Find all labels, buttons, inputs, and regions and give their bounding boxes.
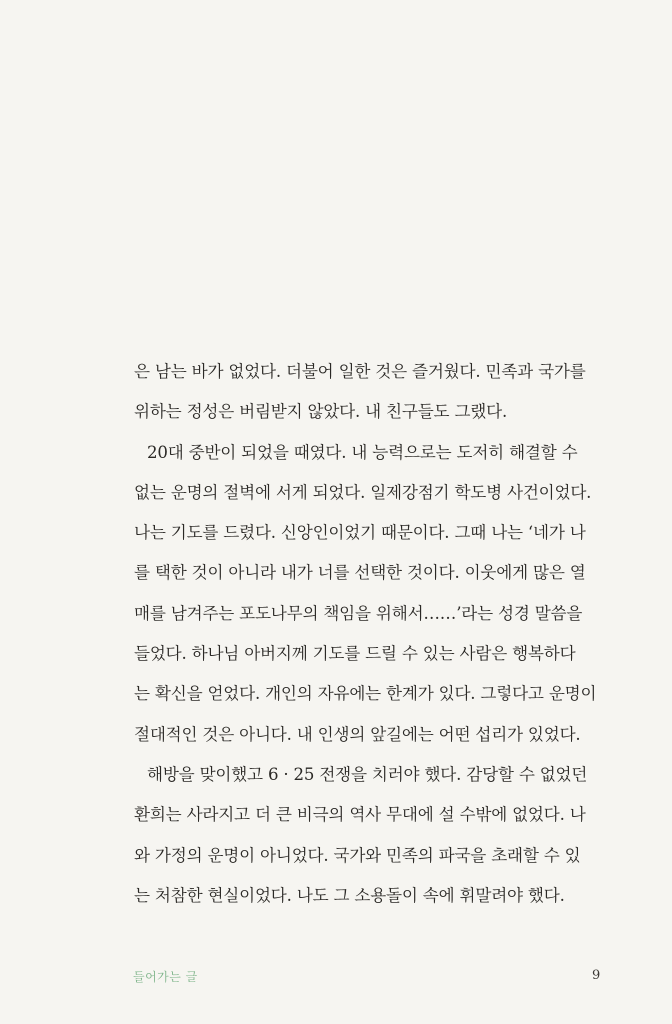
text-line: 들었다. 하나님 아버지께 기도를 드릴 수 있는 사람은 행복하다	[134, 644, 576, 664]
text-line: 나는 기도를 드렸다. 신앙인이었기 때문이다. 그때 나는 ‘네가 나	[134, 523, 586, 543]
text-line: 는 확신을 얻었다. 개인의 자유에는 한계가 있다. 그렇다고 운명이	[134, 684, 597, 704]
text-line: 절대적인 것은 아니다. 내 인생의 앞길에는 어떤 섭리가 있었다.	[134, 724, 581, 744]
text-line: 매를 남겨주는 포도나무의 책임을 위해서……’라는 성경 말씀을	[134, 603, 583, 623]
text-line: 해방을 맞이했고 6 · 25 전쟁을 치러야 했다. 감당할 수 없었던	[147, 764, 588, 784]
text-line: 20대 중반이 되었을 때였다. 내 능력으로는 도저히 해결할 수	[147, 442, 578, 462]
text-line: 위하는 정성은 버림받지 않았다. 내 친구들도 그랬다.	[134, 402, 508, 422]
running-footer-chapter: 들어가는 글	[133, 970, 198, 984]
text-line: 없는 운명의 절벽에 서게 되었다. 일제강점기 학도병 사건이었다.	[134, 482, 592, 502]
text-line: 는 처참한 현실이었다. 나도 그 소용돌이 속에 휘말려야 했다.	[134, 885, 565, 905]
page-number: 9	[592, 968, 601, 983]
text-line: 환희는 사라지고 더 큰 비극의 역사 무대에 설 수밖에 없었다. 나	[134, 805, 586, 825]
text-line: 은 남는 바가 없었다. 더불어 일한 것은 즐거웠다. 민족과 국가를	[134, 362, 586, 381]
text-line: 를 택한 것이 아니라 내가 너를 선택한 것이다. 이웃에게 많은 열	[134, 563, 586, 583]
body-text	[134, 352, 606, 916]
text-line: 와 가정의 운명이 아니었다. 국가와 민족의 파국을 초래할 수 있	[134, 845, 581, 865]
